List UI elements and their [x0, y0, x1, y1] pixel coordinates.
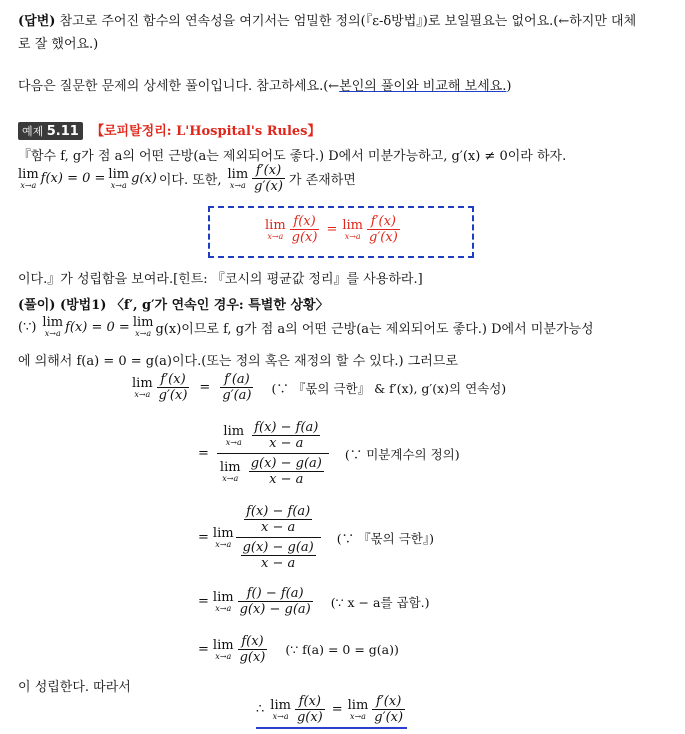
ratio-fraction: $\frac{f'(x)}{g'(x)}$	[254, 163, 283, 194]
equation-2-comment: (∵ 미분계수의 정의)	[344, 446, 460, 462]
lim-operator: lim x→a	[42, 315, 64, 338]
lim-operator: lim x→a	[132, 315, 154, 338]
equation-3: = lim x→a $\frac{\frac{f(x) - f(a)}{x - a}}{\frac{g(x) - g(a)}{x - a}}$ (∵ 『몫의 극한』)	[198, 504, 434, 571]
lim-operator: lim x→a	[342, 217, 364, 241]
equation-4-comment: (∵ x − a를 곱함.)	[330, 594, 430, 610]
boxed-equation: lim x→a $\frac{f(x)}{g(x)}$ = lim x→a $\frac{f'(x)}{g'(x)}$	[265, 214, 398, 245]
solution-heading: (풀이) (방법1) 〈f′, g′가 연속인 경우: 특별한 상황〉	[18, 298, 329, 313]
lim-operator: lim x→a	[270, 697, 291, 721]
lim-operator: lim x→a	[212, 637, 234, 661]
example-heading	[18, 120, 321, 140]
lim-operator: lim x→a	[227, 166, 249, 190]
answer-tag: (답변)	[18, 14, 56, 29]
equation-4: = lim x→a $\frac{f() - f(a)}{g(x) - g(a)}$ (∵ x − a를 곱함.)	[198, 586, 430, 617]
intro-line	[18, 75, 511, 94]
intro-prefix: 다음은 질문한 문제의 상세한 풀이입니다. 참고하세요.(←	[18, 79, 340, 94]
example-title: 【로피탈정리: L'Hospital's Rules】	[90, 124, 321, 139]
solution-line-2: 에 의해서 f(a) = 0 = g(a)이다.(또는 정의 혹은 재정의 할 수 있다.) 그러므로	[18, 354, 458, 369]
equation-2: = lim x→a $\frac{f(x) - f(a)}{x - a}$ lim x→a $\frac{g(x) - g(a)}{x - a}$ (∵ 미분계수의 정의)	[198, 420, 460, 487]
statement-line-2: lim x→a f(x) = 0 = lim x→a g(x) 이다. 또한, lim x→a $\frac{f'(x)}{g'(x)}$ 가 존재하면	[18, 163, 356, 194]
lim-operator: lim x→a	[18, 166, 39, 190]
compound-fraction: $\frac{\frac{f(x) - f(a)}{x - a}}{\frac{g(x) - g(a)}{x - a}}$	[236, 504, 321, 571]
solution-line-1: (∵) lim x→a f(x) = 0 = lim x→a g(x)이므로 f, g가 점 a의 어떤 근방(a는 제외되어도 좋다.) D에서 미분가능성	[18, 315, 594, 338]
lim-operator: lim x→a	[212, 525, 234, 549]
intro-underlined: 본인의 풀이와 비교해 보세요.	[339, 79, 507, 94]
lim-operator: lim x→a	[132, 375, 153, 399]
statement-conclusion: 이다.』가 성립함을 보여라.[힌트: 『코시의 평균값 정리』를 사용하라.]	[18, 272, 423, 287]
equation-1: lim x→a $\frac{f'(x)}{g'(x)}$ = $\frac{f'(a)}{g'(a)}$ (∵ 『몫의 극한』 & f′(x), g′(x)의 연속성)	[132, 372, 507, 403]
statement-line-1: 『함수 f, g가 점 a의 어떤 근방(a는 제외되어도 좋다.) D에서 미분가능하고, g′(x) ≠ 0이라 하자.	[18, 149, 567, 164]
example-badge: 예제 5.11	[18, 122, 83, 140]
compound-fraction: lim x→a $\frac{f(x) - f(a)}{x - a}$ lim x→a $\frac{g(x) - g(a)}{x - a}$	[217, 420, 329, 487]
boxed-fraction-2: $\frac{f'(x)}{g'(x)}$	[369, 214, 398, 245]
equation-1-comment: (∵ 『몫의 극한』 & f′(x), g′(x)의 연속성)	[271, 380, 507, 396]
equation-3-comment: (∵ 『몫의 극한』)	[336, 530, 434, 546]
equation-5-comment: (∵ f(a) = 0 = g(a))	[285, 642, 399, 657]
solution-after: 이 성립한다. 따라서	[18, 680, 131, 695]
answer-line-2: 로 잘 했어요.)	[18, 37, 99, 52]
intro-suffix: )	[506, 79, 512, 94]
answer-line-1	[18, 10, 636, 29]
boxed-fraction-1: $\frac{f(x)}{g(x)}$	[291, 214, 318, 245]
lim-operator: lim x→a	[347, 697, 369, 721]
final-equation: ∴ lim x→a $\frac{f(x)}{g(x)}$ = lim x→a $\frac{f'(x)}{g'(x)}$	[256, 694, 407, 729]
lim-operator: lim x→a	[265, 217, 286, 241]
equation-5: = lim x→a $\frac{f(x)}{g(x)}$ (∵ f(a) = 0 = g(a))	[198, 634, 399, 665]
lim-operator: lim x→a	[108, 166, 130, 190]
answer-text-1: 참고로 주어진 함수의 연속성을 여기서는 엄밀한 정의(『ε-δ방법』)로 보일필요는 없어요.(←하지만 대체	[59, 14, 637, 29]
lim-operator: lim x→a	[212, 589, 234, 613]
